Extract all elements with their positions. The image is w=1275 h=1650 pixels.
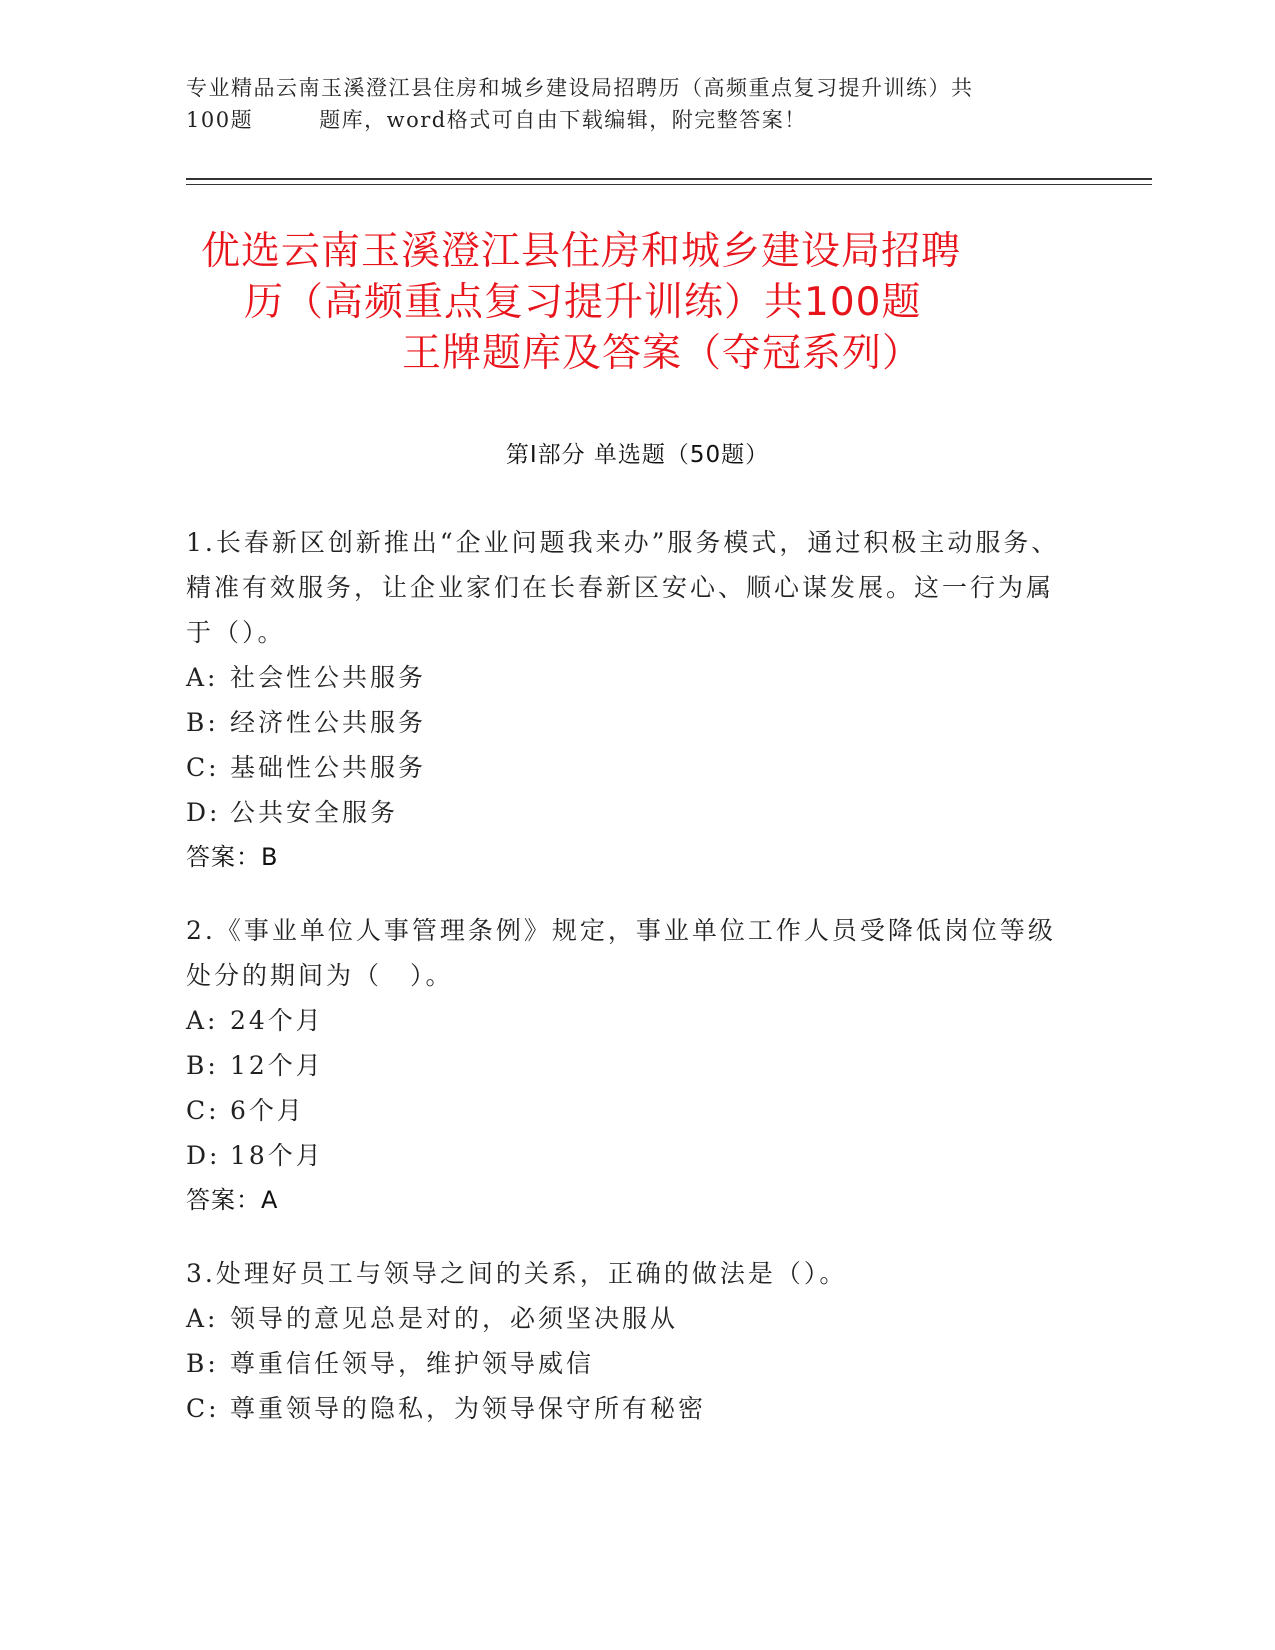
option-text: 社会性公共服务 xyxy=(230,663,427,692)
page-header xyxy=(186,72,1066,136)
header-divider-thick xyxy=(186,178,1152,180)
option-label: B: xyxy=(186,1051,219,1080)
title-line-1: 优选云南玉溪澄江县住房和城乡建设局招聘 xyxy=(201,229,962,274)
option-text: 24个月 xyxy=(230,1006,324,1035)
option-c xyxy=(186,1088,1066,1133)
question-text: 3.处理好员工与领导之间的关系，正确的做法是（）。 xyxy=(186,1259,848,1288)
option-d xyxy=(186,1133,1066,1178)
document-title xyxy=(0,226,1275,379)
header-note: 题库，word格式可自由下载编辑，附完整答案！ xyxy=(319,108,807,132)
header-count: 100题 xyxy=(186,108,254,132)
option-label: D: xyxy=(186,798,221,827)
option-label: A: xyxy=(186,1006,219,1035)
option-text: 12个月 xyxy=(230,1051,324,1080)
option-text: 尊重领导的隐私，为领导保守所有秘密 xyxy=(230,1394,707,1423)
option-label: C: xyxy=(186,753,220,782)
option-a xyxy=(186,655,1066,700)
option-c xyxy=(186,1386,1066,1431)
option-label: B: xyxy=(186,1349,219,1378)
option-label: A: xyxy=(186,663,219,692)
question-text: 1.长春新区创新推出“企业问题我来办”服务模式，通过积极主动服务、精准有效服务，让企业家们在长春新区安心、顺心谋发展。这一行为属于（）。 xyxy=(186,528,1060,647)
option-c xyxy=(186,745,1066,790)
option-b xyxy=(186,1043,1066,1088)
option-text: 6个月 xyxy=(230,1096,305,1125)
answer-text: 答案：A xyxy=(186,1186,279,1214)
option-d xyxy=(186,790,1066,835)
option-label: B: xyxy=(186,708,219,737)
option-text: 18个月 xyxy=(230,1141,324,1170)
question-2 xyxy=(186,908,1066,1223)
title-line-2: 历（高频重点复习提升训练）共100题 xyxy=(244,280,922,325)
option-text: 经济性公共服务 xyxy=(230,708,427,737)
option-label: D: xyxy=(186,1141,221,1170)
option-b xyxy=(186,700,1066,745)
option-text: 公共安全服务 xyxy=(230,798,399,827)
question-list xyxy=(186,520,1066,1459)
header-divider-thin xyxy=(186,184,1152,185)
section-heading: 第Ⅰ部分 单选题（50题） xyxy=(505,442,770,468)
option-a xyxy=(186,998,1066,1043)
header-line-2 xyxy=(186,104,1066,136)
option-b xyxy=(186,1341,1066,1386)
title-line-3: 王牌题库及答案（夺冠系列） xyxy=(402,331,923,376)
option-text: 领导的意见总是对的，必须坚决服从 xyxy=(230,1304,679,1333)
option-label: A: xyxy=(186,1304,219,1333)
option-text: 尊重信任领导，维护领导威信 xyxy=(230,1349,595,1378)
answer-text: 答案：B xyxy=(186,843,279,871)
option-a xyxy=(186,1296,1066,1341)
question-3 xyxy=(186,1251,1066,1431)
option-label: C: xyxy=(186,1394,220,1423)
question-text: 2.《事业单位人事管理条例》规定，事业单位工作人员受降低岗位等级处分的期间为（ ）。 xyxy=(186,916,1056,990)
option-text: 基础性公共服务 xyxy=(230,753,427,782)
header-line-1: 专业精品云南玉溪澄江县住房和城乡建设局招聘历（高频重点复习提升训练）共 xyxy=(186,76,974,100)
option-label: C: xyxy=(186,1096,220,1125)
question-1 xyxy=(186,520,1066,880)
